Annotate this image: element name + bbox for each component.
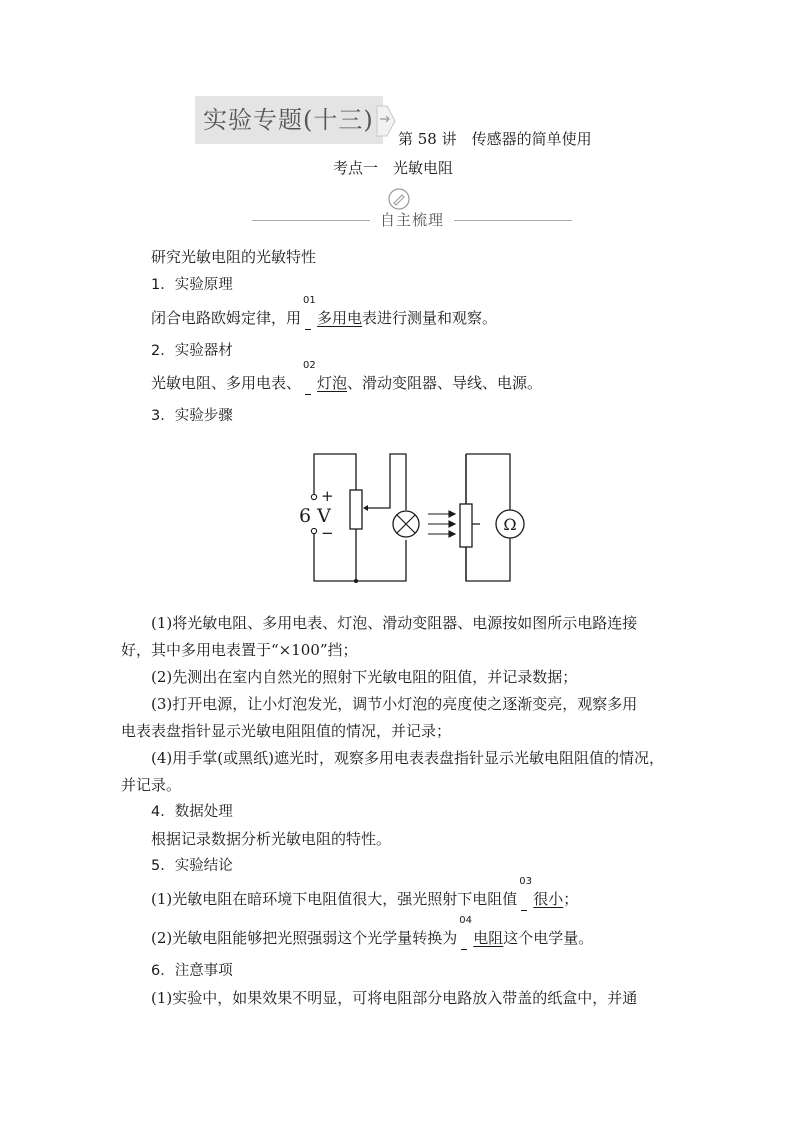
- fill-blank-02: [301, 360, 348, 394]
- conclusion-2-post: 这个电学量。: [503, 929, 594, 947]
- principle-text: [151, 295, 498, 329]
- blank-mark: [521, 910, 527, 911]
- equipment-text: [151, 360, 543, 394]
- step4-line1: (4)用手掌(或黑纸)遮光时，观察多用电表表盘指针显示光敏电阻阻值的情况，: [151, 749, 664, 767]
- heading-notes: 6．注意事项: [151, 963, 233, 979]
- heading-principle: 1．实验原理: [151, 277, 233, 293]
- heading-data: 4．数据处理: [151, 804, 233, 820]
- note-1-line1: (1)实验中，如果效果不明显，可将电阻部分电路放入带盖的纸盒中，并通: [151, 989, 638, 1007]
- blank-mark: [461, 949, 467, 950]
- rheostat: [350, 490, 362, 529]
- photoresistor: [460, 504, 472, 547]
- terminal-negative: [311, 528, 316, 533]
- step3-line1: (3)打开电源，让小灯泡发光，调节小灯泡的亮度使之逐渐变亮，观察多用: [151, 695, 638, 713]
- fill-blank-01: [301, 295, 363, 329]
- blank-mark: [305, 394, 311, 395]
- heading-steps: 3．实验步骤: [151, 408, 233, 424]
- equipment-post: 、滑动变阻器、导线、电源。: [347, 374, 543, 392]
- blank-mark: [305, 329, 311, 330]
- conclusion-1-pre: (1)光敏电阻在暗环境下电阻值很大，强光照射下电阻值: [151, 890, 518, 908]
- blank-number: 02: [303, 360, 316, 371]
- ohmmeter-symbol: Ω: [503, 515, 517, 534]
- rheostat-wiper-arrow: [363, 505, 368, 511]
- principle-pre: 闭合电路欧姆定律，用: [151, 309, 302, 327]
- heading-conclusion: 5．实验结论: [151, 858, 233, 874]
- conclusion-1: [151, 876, 579, 910]
- equipment-pre: 光敏电阻、多用电表、: [151, 374, 302, 392]
- terminal-positive: [311, 494, 316, 499]
- blank-answer: 很小: [533, 890, 564, 908]
- blank-answer: 灯泡: [317, 374, 348, 392]
- intro-text: 研究光敏电阻的光敏特性: [151, 248, 317, 266]
- data-text: 根据记录数据分析光敏电阻的特性。: [151, 830, 392, 848]
- blank-number: 01: [303, 295, 316, 306]
- step1-line1: (1)将光敏电阻、多用电表、灯泡、滑动变阻器、电源按如图所示电路连接: [151, 614, 638, 632]
- voltage-label: 6 V: [299, 505, 331, 527]
- section-heading: [252, 208, 572, 234]
- lamp-wire: [390, 454, 406, 510]
- right-circuit-wire-top: [466, 454, 510, 510]
- fill-blank-04: [457, 915, 504, 949]
- topic-title: 考点一 光敏电阻: [333, 159, 454, 177]
- blank-answer: 电阻: [473, 929, 504, 947]
- step4-line2: 并记录。: [121, 776, 182, 794]
- section-title: 自主梳理: [379, 211, 444, 229]
- step1-line2: 好，其中多用电表置于“×100”挡；: [121, 641, 358, 659]
- junction-dot: [354, 579, 358, 583]
- lecture-title: 第 58 讲 传感器的简单使用: [398, 130, 592, 148]
- blank-number: 04: [459, 915, 472, 926]
- conclusion-2-pre: (2)光敏电阻能够把光照强弱这个光学量转换为: [151, 929, 458, 947]
- blank-answer: 多用电: [317, 309, 363, 327]
- heading-equipment: 2．实验器材: [151, 343, 233, 359]
- divider-left: [252, 220, 370, 221]
- plus-sign: +: [321, 487, 334, 505]
- blank-number: 03: [519, 876, 532, 887]
- minus-sign: −: [321, 524, 334, 542]
- wiper-lead: [370, 478, 390, 508]
- circuit-diagram: [282, 438, 542, 600]
- banner-arrow-icon: [375, 104, 397, 138]
- conclusion-2: [151, 915, 594, 949]
- principle-post: 表进行测量和观察。: [362, 309, 498, 327]
- step3-line2: 电表表盘指针显示光敏电阻阻值的情况，并记录；: [121, 722, 452, 740]
- fill-blank-03: [517, 876, 564, 910]
- divider-right: [454, 220, 572, 221]
- chapter-banner-title: 实验专题(十三): [203, 106, 374, 134]
- conclusion-1-post: ；: [563, 890, 579, 908]
- step2-text: (2)先测出在室内自然光的照射下光敏电阻的阻值，并记录数据；: [151, 668, 578, 686]
